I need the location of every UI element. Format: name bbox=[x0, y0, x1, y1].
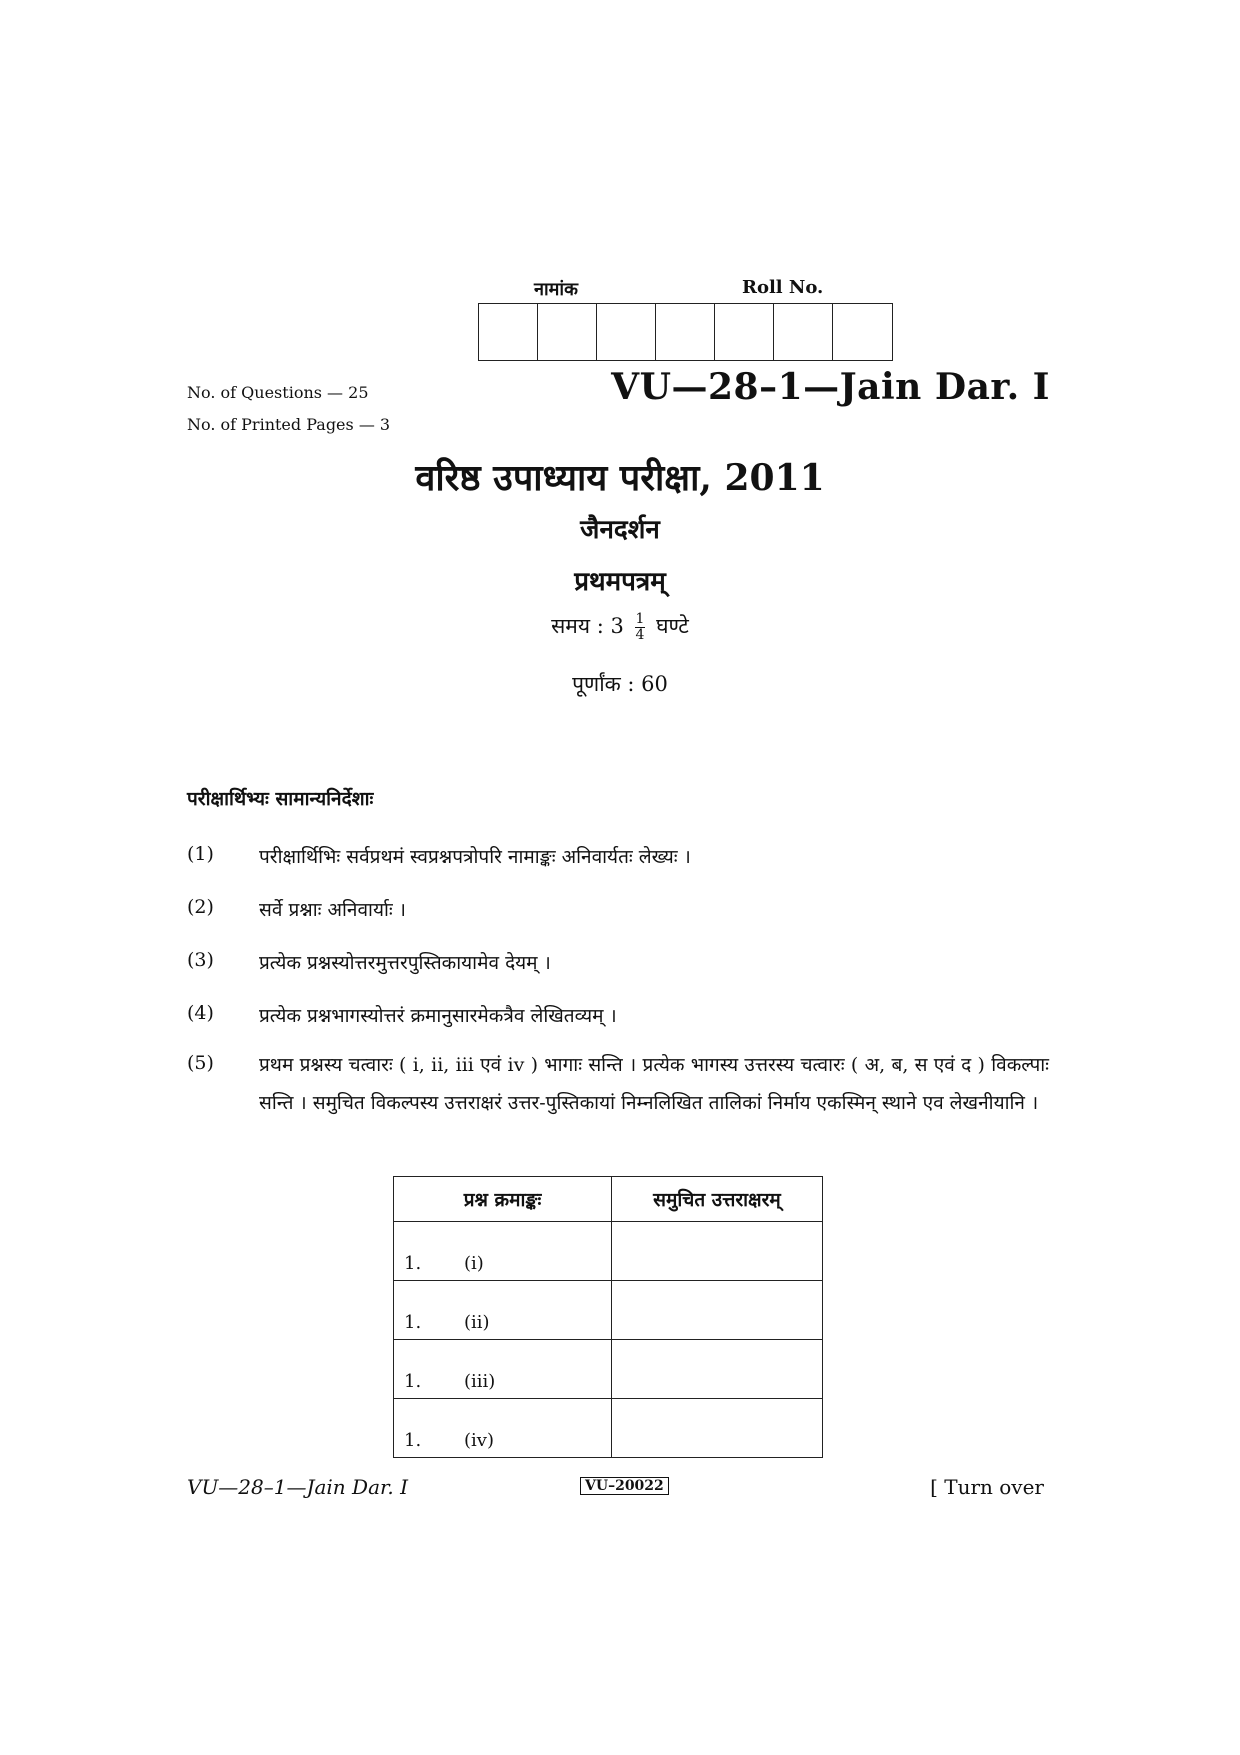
roll-digit-box[interactable] bbox=[479, 304, 538, 360]
footer-paper-code: VU—28–1—Jain Dar. I bbox=[187, 1475, 408, 1499]
roll-digit-box[interactable] bbox=[774, 304, 833, 360]
fraction-numerator: 1 bbox=[635, 611, 645, 627]
header-question-number: प्रश्न क्रमाङ्कः bbox=[394, 1177, 612, 1222]
question-number: 1. bbox=[404, 1312, 422, 1333]
roll-number-boxes[interactable] bbox=[478, 303, 893, 361]
instructions-heading: परीक्षार्थिभ्यः सामान्यनिर्देशाः bbox=[187, 788, 374, 810]
exam-title: वरिष्ठ उपाध्याय परीक्षा, 2011 bbox=[415, 457, 825, 499]
paper-name: प्रथमपत्रम् bbox=[574, 567, 666, 597]
question-part: (iii) bbox=[464, 1371, 496, 1392]
questions-count: No. of Questions — 25 bbox=[187, 383, 369, 402]
footer-booklet-code: VU–20022 bbox=[580, 1477, 669, 1495]
question-number: 1. bbox=[404, 1430, 422, 1451]
question-cell bbox=[394, 1399, 612, 1458]
instruction-number: (3) bbox=[187, 949, 214, 971]
time-allowed bbox=[0, 612, 1240, 643]
instruction-number: (4) bbox=[187, 1002, 214, 1024]
instruction-text: प्रत्येक प्रश्नस्योत्तरमुत्तरपुस्तिकायामेव देयम् । bbox=[259, 952, 551, 974]
fraction-denominator: 4 bbox=[635, 627, 645, 643]
answer-cell[interactable] bbox=[612, 1281, 823, 1340]
question-cell bbox=[394, 1281, 612, 1340]
roll-label-hindi: नामांक bbox=[534, 279, 578, 300]
turn-over-note: [ Turn over bbox=[930, 1475, 1044, 1499]
time-fraction bbox=[635, 612, 646, 643]
instruction-text: प्रथम प्रश्नस्य चत्वारः ( i, ii, iii एवं iv ) भागाः सन्ति । प्रत्येक भागस्य उत्तरस्य चत्वारः ( अ, ब, स एवं द ) विकल्पाः सन्ति । समुचित विकल्पस्य उत्तराक्षरं उत्तर-पुस्तिकायां निम्नलिखित तालिकां निर्माय एकस्मिन् स्थाने एव लेखनीयानि । bbox=[259, 1054, 1049, 1114]
instruction-item bbox=[187, 1052, 1047, 1172]
printed-pages-count: No. of Printed Pages — 3 bbox=[187, 415, 391, 434]
instruction-item bbox=[187, 949, 1047, 979]
answer-table-header bbox=[394, 1177, 823, 1222]
instruction-text: प्रत्येक प्रश्नभागस्योत्तरं क्रमानुसारमेकत्रैव लेखितव्यम् । bbox=[259, 1005, 617, 1027]
roll-digit-box[interactable] bbox=[715, 304, 774, 360]
subject-title: जैनदर्शन bbox=[580, 515, 660, 545]
question-number: 1. bbox=[404, 1253, 422, 1274]
question-cell bbox=[394, 1222, 612, 1281]
table-row bbox=[394, 1281, 823, 1340]
time-label: समय : 3 bbox=[551, 614, 624, 638]
table-row bbox=[394, 1222, 823, 1281]
question-cell bbox=[394, 1340, 612, 1399]
answer-cell[interactable] bbox=[612, 1399, 823, 1458]
answer-cell[interactable] bbox=[612, 1340, 823, 1399]
time-unit: घण्टे bbox=[656, 614, 689, 638]
table-row bbox=[394, 1340, 823, 1399]
instruction-item bbox=[187, 843, 1047, 873]
paper-code: VU—28–1—Jain Dar. I bbox=[611, 366, 1050, 408]
roll-digit-box[interactable] bbox=[833, 304, 892, 360]
table-row bbox=[394, 1399, 823, 1458]
instruction-number: (1) bbox=[187, 843, 214, 865]
instruction-text: परीक्षार्थिभिः सर्वप्रथमं स्वप्रश्नपत्रोपरि नामाङ्कः अनिवार्यतः लेख्यः । bbox=[259, 846, 691, 868]
roll-digit-box[interactable] bbox=[656, 304, 715, 360]
instruction-item bbox=[187, 896, 1047, 926]
max-marks: पूर्णांक : 60 bbox=[572, 672, 668, 696]
header-answer-letter: समुचित उत्तराक्षरम् bbox=[612, 1177, 823, 1222]
instruction-number: (2) bbox=[187, 896, 214, 918]
answer-table bbox=[393, 1176, 823, 1458]
question-part: (i) bbox=[464, 1253, 484, 1274]
roll-label-english: Roll No. bbox=[742, 277, 824, 298]
roll-digit-box[interactable] bbox=[538, 304, 597, 360]
question-part: (ii) bbox=[464, 1312, 490, 1333]
instruction-text: सर्वे प्रश्नाः अनिवार्याः । bbox=[259, 899, 406, 921]
instruction-number: (5) bbox=[187, 1052, 214, 1074]
question-part: (iv) bbox=[464, 1430, 494, 1451]
instruction-item bbox=[187, 1002, 1047, 1032]
roll-digit-box[interactable] bbox=[597, 304, 656, 360]
question-number: 1. bbox=[404, 1371, 422, 1392]
answer-cell[interactable] bbox=[612, 1222, 823, 1281]
